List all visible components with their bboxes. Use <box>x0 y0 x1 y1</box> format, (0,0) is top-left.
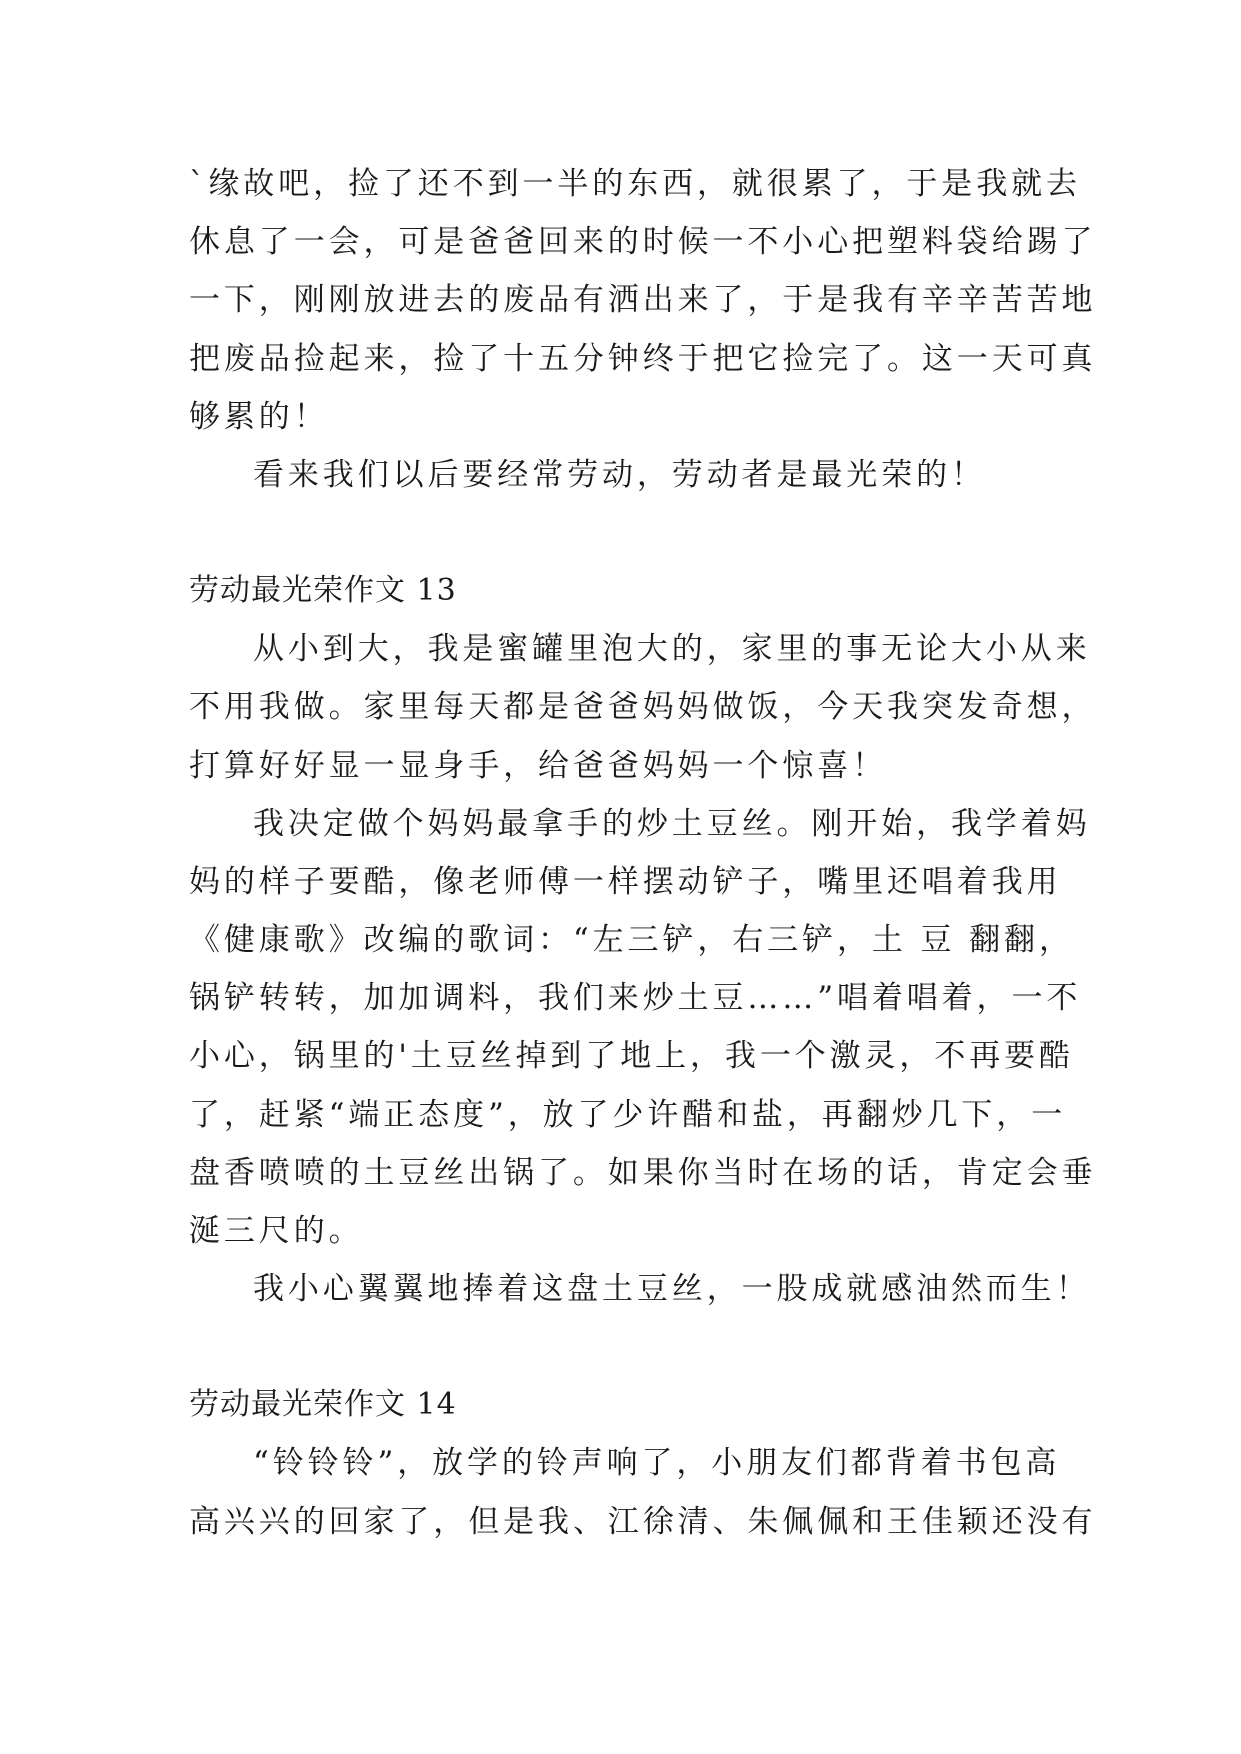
text-line: 高兴兴的回家了，但是我、江徐清、朱佩佩和王佳颖还没有 <box>189 1503 1097 1540</box>
essay-13-paragraph-2 <box>189 795 1097 1261</box>
text-line: `缘故吧，捡了还不到一半的东西，就很累了，于是我就去 <box>189 166 1081 202</box>
text-line: 够累的！ <box>189 398 329 435</box>
text-line: 锅铲转转，加加调料，我们来炒土豆……”唱着唱着，一不 <box>189 980 1082 1017</box>
text-line: 小心，锅里的'土豆丝掉到了地上，我一个激灵，不再要酷 <box>189 1038 1074 1075</box>
text-line: “铃铃铃”，放学的铃声响了，小朋友们都背着书包高 <box>253 1445 1061 1482</box>
document-body <box>189 155 1097 1551</box>
text-line: 一下，刚刚放进去的废品有洒出来了，于是我有辛辛苦苦地 <box>189 282 1097 319</box>
text-line: 从小到大，我是蜜罐里泡大的，家里的事无论大小从来 <box>253 631 1091 668</box>
text-line: 《健康歌》改编的歌词：“左三铲，右三铲，土 豆 翻翻， <box>189 922 1074 959</box>
text-line: 休息了一会，可是爸爸回来的时候一不小心把塑料袋给踢了 <box>189 224 1097 261</box>
closing-paragraph: 看来我们以后要经常劳动，劳动者是最光荣的！ <box>253 456 986 493</box>
text-line: 盘香喷喷的土豆丝出锅了。如果你当时在场的话，肯定会垂 <box>189 1154 1097 1191</box>
essay-14-paragraph-1 <box>189 1434 1097 1550</box>
text-line: 妈的样子要酷，像老师傅一样摆动铲子，嘴里还唱着我用 <box>189 863 1062 900</box>
section-gap <box>189 1318 1069 1376</box>
text-line: 了，赶紧“端正态度”，放了少许醋和盐，再翻炒几下，一 <box>189 1096 1067 1133</box>
essay-13-title: 劳动最光荣作文 13 <box>189 573 457 609</box>
essay-14-title: 劳动最光荣作文 14 <box>189 1387 457 1423</box>
essay-13-paragraph-3: 我小心翼翼地捧着这盘土豆丝，一股成就感油然而生！ <box>253 1271 1091 1308</box>
text-line: 打算好好显一显身手，给爸爸妈妈一个惊喜！ <box>189 747 887 784</box>
essay-13-paragraph-1 <box>189 620 1097 795</box>
text-line: 把废品捡起来，捡了十五分钟终于把它捡完了。这一天可真 <box>189 340 1097 377</box>
text-line: 不用我做。家里每天都是爸爸妈妈做饭，今天我突发奇想， <box>189 689 1097 726</box>
continuation-paragraph <box>189 155 1097 446</box>
text-line: 涎三尺的。 <box>189 1213 364 1249</box>
text-line: 我决定做个妈妈最拿手的炒土豆丝。刚开始，我学着妈 <box>253 805 1091 842</box>
section-gap <box>189 504 1069 562</box>
